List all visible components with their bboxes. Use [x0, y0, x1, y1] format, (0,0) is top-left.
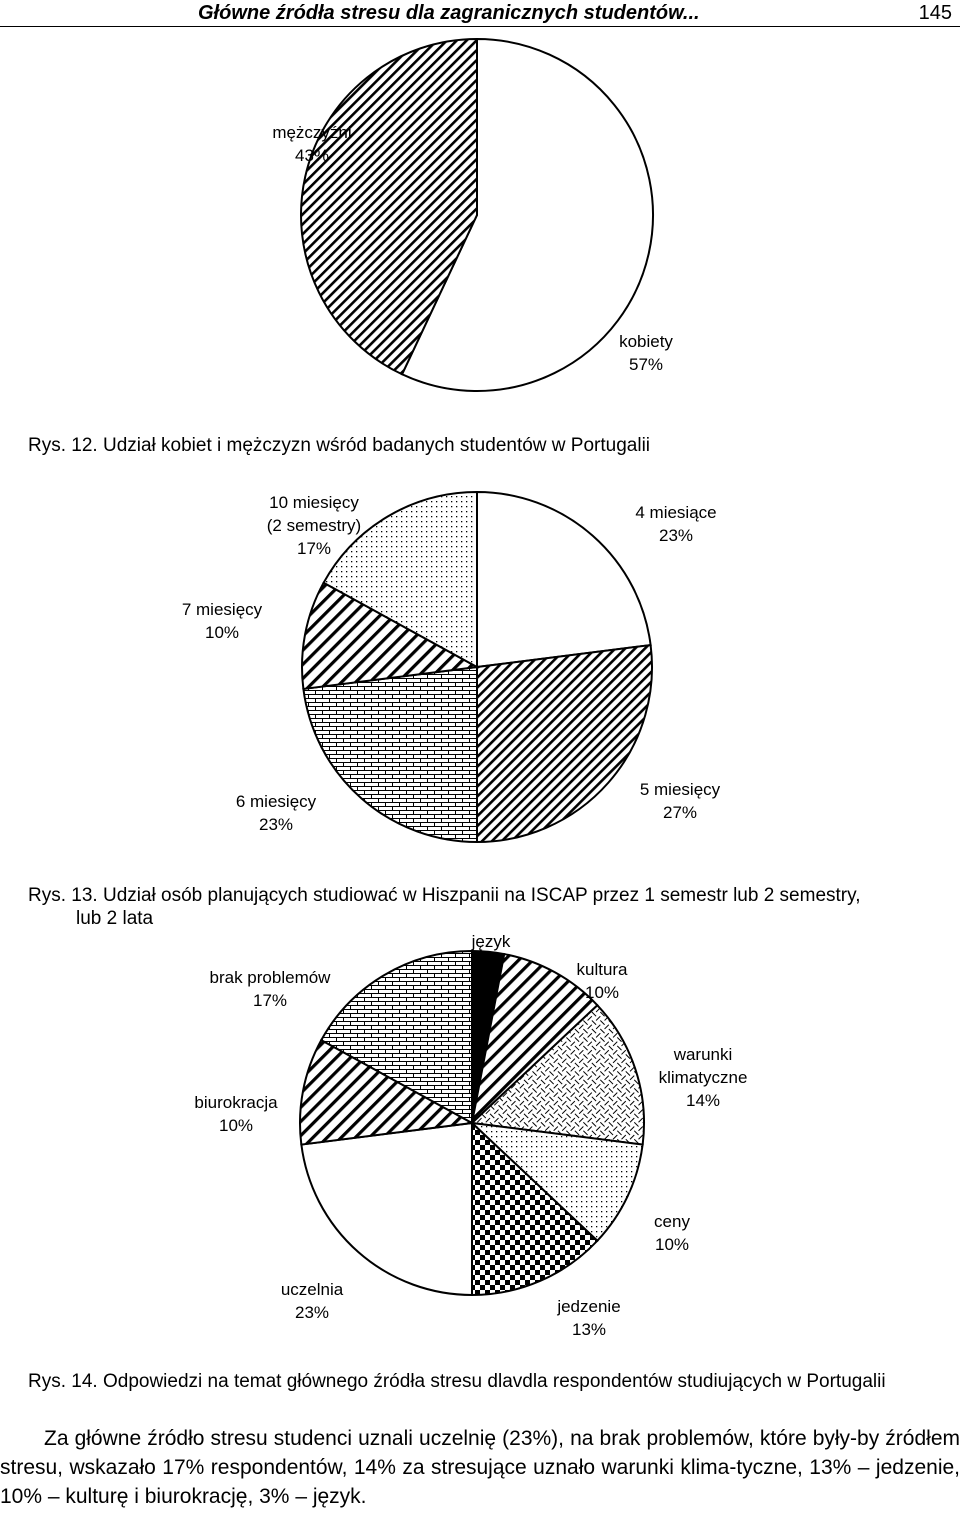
body-paragraph	[0, 1424, 960, 1511]
slice-label-line: uczelnia	[280, 1280, 344, 1299]
chart-stress-pie	[0, 925, 960, 1355]
chart-duration-pie	[0, 470, 960, 850]
running-title: Główne źródła stresu dla zagranicznych studentów...	[198, 2, 700, 24]
slice-label-line: 43%	[294, 146, 330, 165]
pie-slice	[477, 492, 651, 667]
slice-label-line: 13%	[571, 1320, 607, 1339]
slice-label	[210, 968, 332, 1010]
slice-label	[556, 1297, 620, 1339]
page-number: 145	[918, 2, 952, 24]
slice-label-line: brak problemów	[209, 968, 331, 987]
slice-label-line: 27%	[662, 803, 698, 822]
slice-label-line: warunki	[673, 1045, 733, 1064]
slice-label	[635, 503, 716, 545]
slice-label-line: 4 miesiące	[635, 503, 717, 522]
slice-label-line: jedzenie	[557, 1297, 621, 1316]
chart-gender-svg	[0, 40, 960, 420]
slice-label	[194, 1093, 278, 1135]
chart-stress-svg	[0, 925, 960, 1355]
slice-label-line: biurokracja	[194, 1093, 278, 1112]
slice-label-line: 23%	[258, 815, 294, 834]
slice-label	[576, 960, 628, 1002]
slice-label	[659, 1045, 748, 1110]
slice-label-line: kobiety	[619, 332, 673, 351]
pie-slice	[477, 645, 652, 842]
chart-gender-pie	[0, 40, 960, 420]
figure-13-caption-line1: Rys. 13. Udział osób planujących studiować w Hiszpanii na ISCAP przez 1 semestr lub 2 semestry,	[28, 885, 861, 906]
slice-label	[182, 600, 263, 642]
slice-label-line: 6 miesięcy	[235, 792, 317, 811]
slice-label-line: 23%	[294, 1303, 330, 1322]
figure-12-caption: Rys. 12. Udział kobiet i mężczyzn wśród badanych studentów w Portugalii	[28, 435, 651, 456]
slice-label-line: język	[471, 932, 511, 951]
slice-label-line: 10%	[654, 1235, 690, 1254]
slice-label	[654, 1212, 690, 1254]
chart-duration-svg	[0, 470, 960, 850]
slice-label-line: 10 miesięcy	[269, 493, 359, 512]
slice-label-line: 57%	[628, 355, 664, 374]
slice-label-line: kultura	[576, 960, 628, 979]
slice-label-line: 7 miesięcy	[181, 600, 263, 619]
header-rule	[0, 26, 960, 27]
slice-label-line: 10%	[204, 623, 240, 642]
slice-label-line: mężczyźni	[272, 123, 352, 142]
slice-label	[281, 1280, 344, 1322]
page-header	[0, 0, 960, 30]
slice-label-line: ceny	[654, 1212, 690, 1231]
slice-label	[236, 792, 317, 834]
slice-label-line: 10%	[218, 1116, 254, 1135]
slice-label-line: 17%	[252, 991, 288, 1010]
slice-label-line: (2 semestry)	[266, 516, 362, 535]
slice-label-line: 3%	[478, 955, 504, 974]
body-paragraph-text: Za główne źródło stresu studenci uznali uczelnię (23%), na brak problemów, które były-by źródłem stresu, wskazało 17% respondentów, 14% za stresujące uznało warunki klima-tyczne, 13% – jedzenie, 10% – kulturę i biurokrację, 3% – język.	[0, 1427, 960, 1508]
slice-label-line: 23%	[658, 526, 694, 545]
slice-label-line: 5 miesięcy	[639, 780, 721, 799]
slice-label-line: 10%	[584, 983, 620, 1002]
figure-13-caption-line2: lub 2 lata	[76, 908, 154, 929]
slice-label	[619, 332, 673, 374]
slice-label-line: klimatyczne	[658, 1068, 748, 1087]
slice-label-line: 17%	[296, 539, 332, 558]
slice-label	[640, 780, 721, 822]
pie-slice	[301, 1123, 472, 1295]
slice-label-line: 14%	[685, 1091, 721, 1110]
pie-slice	[303, 667, 477, 842]
figure-14-caption: Rys. 14. Odpowiedzi na temat głównego źródła stresu dlavdla respondentów studiujących w Portugalii	[28, 1371, 886, 1392]
